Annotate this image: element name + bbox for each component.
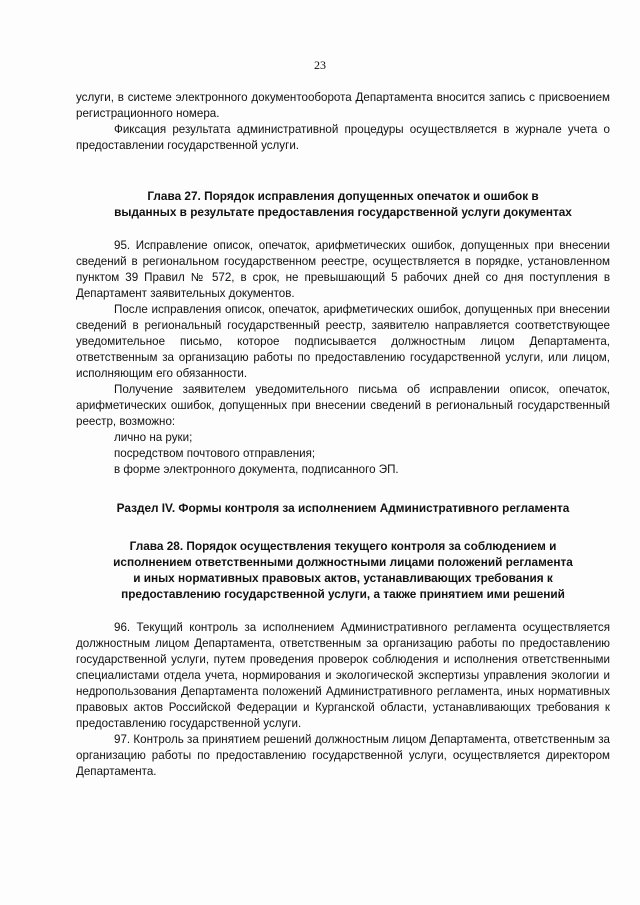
- chapter-28-heading: [76, 538, 610, 602]
- section-4-title: Раздел IV. Формы контроля за исполнением Административного регламента: [116, 501, 570, 515]
- list-item-in-person: лично на руки;: [114, 431, 193, 444]
- paragraph-receipt-methods: Получение заявителем уведомительного письма об исправлении описок, опечаток, арифметических ошибок, допущенных при внесении сведений в региональный государственный реестр, возможно:: [76, 383, 610, 428]
- paragraph-after-correction: После исправления описок, опечаток, арифметических ошибок, допущенных при внесении сведений в региональный государственный реестр, заявителю направляется соответствующее уведомительное письмо, которое подписывается должностным лицом Департамента, ответственным за организацию работы по предоставлению государственной услуги, или лицом, исполняющим его обязанности.: [76, 303, 610, 380]
- chapter-27-heading-line: Глава 27. Порядок исправления допущенных опечаток и ошибок в: [147, 189, 539, 203]
- chapter-27-heading: [76, 188, 610, 220]
- chapter-28-heading-line: предоставлению государственной услуги, а также принятием ими решений: [121, 587, 565, 601]
- list-item-electronic: в форме электронного документа, подписанного ЭП.: [114, 463, 399, 476]
- chapter-28-heading-line: Глава 28. Порядок осуществления текущего контроля за соблюдением и: [129, 539, 557, 553]
- chapter-28-heading-line: и иных нормативных правовых актов, устанавливающих требования к: [133, 571, 553, 585]
- list-item-by-mail: посредством почтового отправления;: [114, 447, 316, 460]
- paragraph-fixation: Фиксация результата административной процедуры осуществляется в журнале учета о предоставлении государственной услуги.: [76, 123, 610, 152]
- chapter-27-heading-line: выданных в результате предоставления государственной услуги документах: [114, 205, 572, 219]
- paragraph-continuation: услуги, в системе электронного документооборота Департамента вносится запись с присвоением регистрационного номера.: [76, 91, 610, 120]
- paragraph-95: 95. Исправление описок, опечаток, арифметических ошибок, допущенных при внесении сведений в региональном государственном реестре, осуществляется в порядке, установленном пунктом 39 Правил № 572, в срок, не превышающий 5 рабочих дней со дня поступления в Департамент заявительных документов.: [76, 239, 610, 300]
- paragraph-96: 96. Текущий контроль за исполнением Административного регламента осуществляется должностным лицом Департамента, ответственным за организацию работы по предоставлению государственной услуги, путем проведения проверок соблюдения и исполнения ответственными специалистами отдела учета, нормирования и экологической экспертизы управления экологии и недропользования Департамента положений Административного регламента, иных нормативных правовых актов Российской Федерации и Курганской области, устанавливающих требования к предоставлению государственной услуги.: [76, 621, 610, 730]
- page-number: 23: [314, 58, 326, 72]
- document-body: [76, 90, 610, 780]
- chapter-28-heading-line: исполнением ответственными должностными лицами положений регламента: [113, 555, 573, 569]
- paragraph-97: 97. Контроль за принятием решений должностным лицом Департамента, ответственным за организацию работы по предоставлению государственной услуги, осуществляется директором Департамента.: [76, 733, 610, 778]
